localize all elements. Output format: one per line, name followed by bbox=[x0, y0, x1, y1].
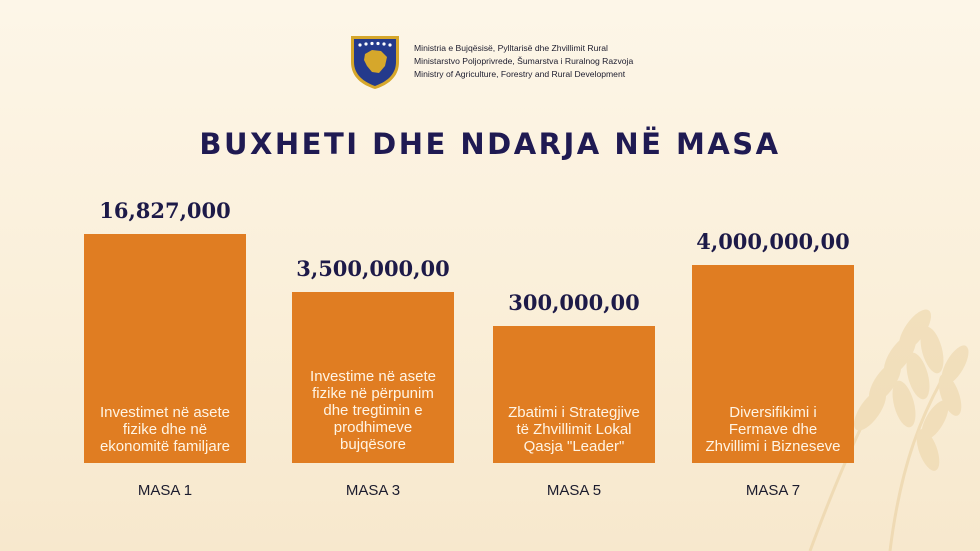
value-label: 4,000,000,00 bbox=[696, 229, 850, 254]
category-label: MASA 3 bbox=[345, 482, 401, 499]
bar-description-line: fizike dhe në bbox=[122, 421, 208, 438]
bar-description-line: bujqësore bbox=[340, 436, 406, 453]
ministry-name-serbian: Ministarstvo Poljoprivrede, Šumarstva i Ruralnog Razvoja bbox=[414, 56, 634, 66]
ministry-name-english: Ministry of Agriculture, Forestry and Rural Development bbox=[414, 69, 626, 79]
category-label: MASA 5 bbox=[546, 482, 602, 499]
bar-description-line: dhe tregtimin e bbox=[323, 402, 423, 419]
value-label: 16,827,000 bbox=[99, 198, 231, 223]
bar-description-line: Fermave dhe bbox=[728, 421, 818, 438]
value-label: 3,500,000,00 bbox=[296, 256, 450, 281]
category-label: MASA 1 bbox=[137, 482, 193, 499]
bar-description-line: Investime në asete bbox=[310, 368, 436, 385]
bar-description-line: Qasja "Leader" bbox=[523, 438, 625, 455]
bar-description-line: prodhimeve bbox=[333, 419, 413, 436]
bar-description-line: të Zhvillimit Lokal bbox=[516, 421, 632, 438]
bar-description-line: ekonomitë familjare bbox=[99, 438, 231, 455]
bar-description-line: Diversifikimi i bbox=[729, 404, 817, 421]
chart-title: BUXHETI DHE NDARJA NË MASA bbox=[199, 127, 781, 161]
value-label: 300,000,00 bbox=[508, 290, 640, 315]
bar-description-line: Zhvillimi i Bizneseve bbox=[705, 438, 841, 455]
ministry-name-albanian: Ministria e Bujqësisë, Pylltarisë dhe Zhvillimit Rural bbox=[414, 43, 608, 53]
bar-description-line: fizike në përpunim bbox=[312, 385, 434, 402]
bar-description-line: Zbatimi i Strategjive bbox=[508, 404, 640, 421]
category-label: MASA 7 bbox=[745, 482, 801, 499]
bar-description-line: Investimet në asete bbox=[99, 404, 231, 421]
